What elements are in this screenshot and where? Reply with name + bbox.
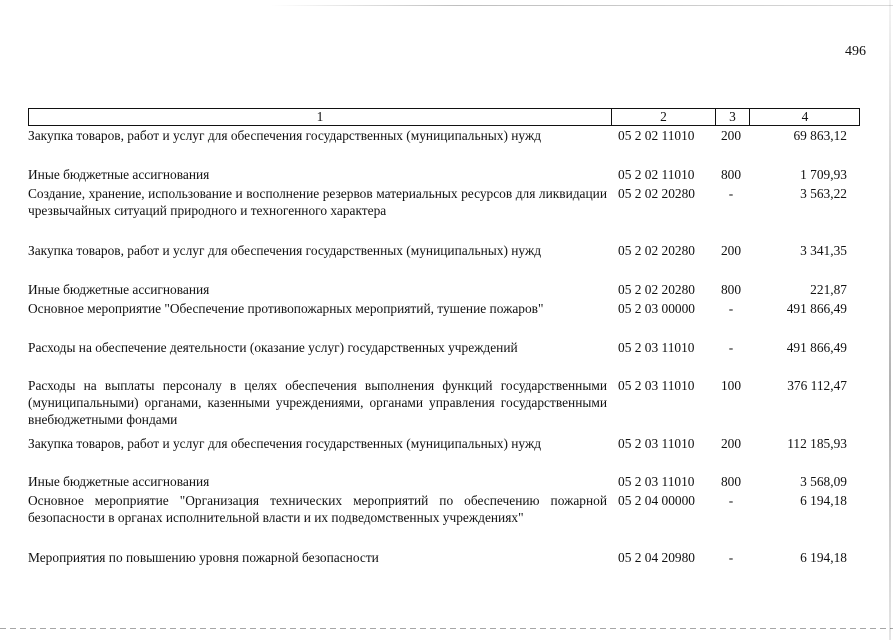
row-expense-type: - [728, 186, 734, 201]
header-col-2: 2 [611, 109, 715, 125]
row-amount: 69 863,12 [793, 128, 847, 143]
row-name: Мероприятия по повышению уровня пожарной безопасности [28, 550, 379, 565]
row-expense-type: - [728, 493, 734, 508]
row-name: Иные бюджетные ассигнования [28, 474, 210, 489]
row-amount: 112 185,93 [787, 436, 847, 451]
row-name: Иные бюджетные ассигнования [28, 282, 210, 297]
row-name: Закупка товаров, работ и услуг для обеспечения государственных (муниципальных) нужд [28, 243, 542, 258]
row-name: Основное мероприятие "Организация технических мероприятий по обеспечению пожарной безопасности в органах исполнительной власти и их подведомственных учреждениях" [28, 493, 607, 525]
row-code: 05 2 03 11010 [618, 378, 695, 393]
row-expense-type: - [728, 301, 734, 316]
row-code: 05 2 02 11010 [618, 167, 695, 182]
scan-artifact-right-edge [889, 0, 891, 640]
header-col-3: 3 [715, 109, 749, 125]
row-code: 05 2 02 20280 [618, 282, 695, 297]
row-name: Расходы на выплаты персоналу в целях обеспечения выполнения функций государственными (муниципальными) органами, казенными учреждениями, органами управления государственными внебюджетными фондами [28, 378, 607, 427]
row-code: 05 2 02 20280 [618, 243, 695, 258]
row-amount: 1 709,93 [800, 167, 847, 182]
row-code: 05 2 02 20280 [618, 186, 695, 201]
row-name: Иные бюджетные ассигнования [28, 167, 210, 182]
row-amount: 3 563,22 [800, 186, 847, 201]
row-name: Закупка товаров, работ и услуг для обеспечения государственных (муниципальных) нужд [28, 128, 542, 143]
row-code: 05 2 04 00000 [618, 493, 695, 508]
row-code: 05 2 04 20980 [618, 550, 695, 565]
header-col-1: 1 [316, 109, 324, 124]
row-expense-type: 100 [720, 378, 742, 393]
row-code: 05 2 03 11010 [618, 436, 695, 451]
table-header [28, 108, 860, 126]
row-expense-type: 200 [720, 128, 742, 143]
row-expense-type: 800 [720, 167, 742, 182]
row-amount: 221,87 [810, 282, 847, 297]
row-name: Основное мероприятие "Обеспечение противопожарных мероприятий, тушение пожаров" [28, 301, 544, 316]
row-expense-type: 200 [720, 243, 742, 258]
row-code: 05 2 02 11010 [618, 128, 695, 143]
row-amount: 3 341,35 [800, 243, 847, 258]
row-amount: 491 866,49 [786, 301, 847, 316]
scan-artifact-top [270, 5, 893, 6]
page-number: 496 [845, 44, 866, 59]
row-expense-type: - [728, 340, 734, 355]
row-code: 05 2 03 11010 [618, 340, 695, 355]
header-col-4: 4 [749, 109, 860, 125]
row-name: Закупка товаров, работ и услуг для обеспечения государственных (муниципальных) нужд [28, 436, 542, 451]
row-code: 05 2 03 11010 [618, 474, 695, 489]
row-expense-type: - [728, 550, 734, 565]
row-code: 05 2 03 00000 [618, 301, 695, 316]
scan-artifact-bottom [0, 628, 893, 629]
row-amount: 376 112,47 [787, 378, 847, 393]
row-name: Создание, хранение, использование и восполнение резервов материальных ресурсов для ликвидации чрезвычайных ситуаций природного и техногенного характера [28, 186, 607, 218]
row-amount: 6 194,18 [800, 493, 847, 508]
row-expense-type: 200 [720, 436, 742, 451]
row-amount: 3 568,09 [800, 474, 847, 489]
row-expense-type: 800 [720, 282, 742, 297]
row-expense-type: 800 [720, 474, 742, 489]
row-name: Расходы на обеспечение деятельности (оказание услуг) государственных учреждений [28, 340, 518, 355]
row-amount: 491 866,49 [786, 340, 847, 355]
row-amount: 6 194,18 [800, 550, 847, 565]
